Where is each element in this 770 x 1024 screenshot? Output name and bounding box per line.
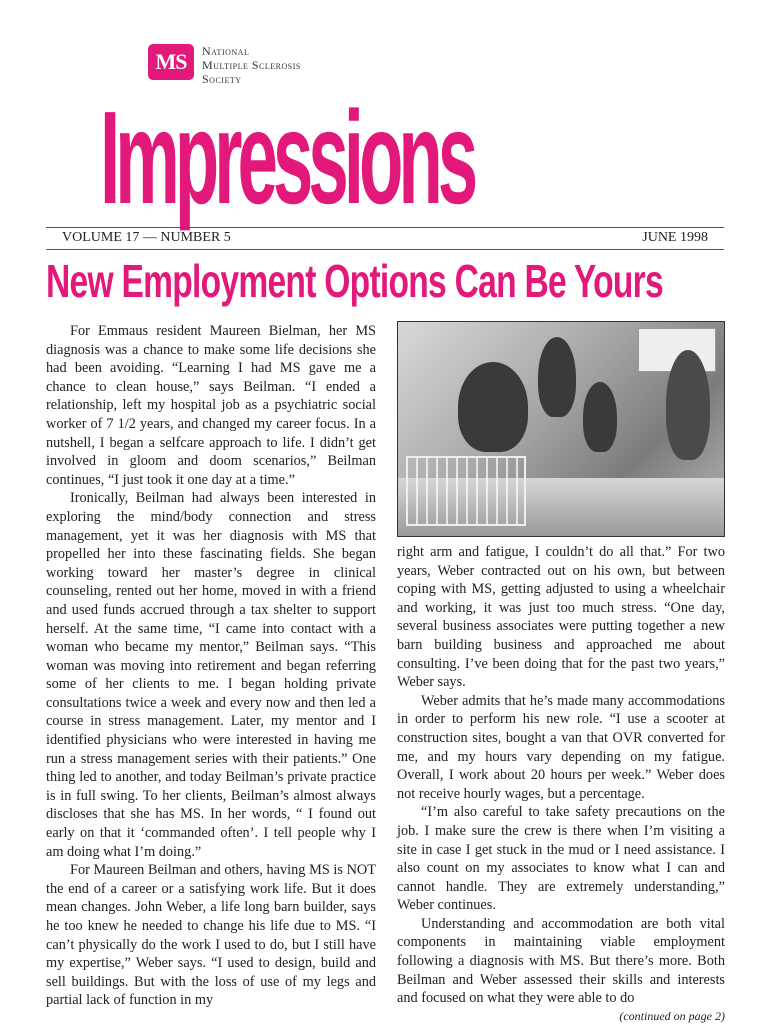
society-name [202,44,301,86]
issue-rule-top [46,227,724,228]
article-headline: New Employment Options Can Be Yours [46,255,663,307]
photo-figure-teacher [458,362,528,452]
article-right-column [397,543,725,1024]
ms-logo-mark: MS [148,44,194,80]
issue-bar [62,230,708,248]
society-name-line-2: Multiple Sclerosis [202,58,301,72]
classroom-photo [397,321,725,537]
society-name-line-1: National [202,44,250,58]
continued-note: (continued on page 2) [619,1008,725,1023]
society-logo [148,44,301,86]
issue-date: JUNE 1998 [642,230,708,245]
photo-wheelchair [406,456,526,526]
photo-figure-adult [538,337,576,417]
article-paragraph: right arm and fatigue, I couldn’t do all that.” For two years, Weber contracted out on his own, but between coping with MS, getting adjusted to using a wheelchair and working, it was just too much stress. “One day, several business associates were putting together a new barn building business and approached me about consulting. I’ve been doing that for the past two years,” Weber says. [397,544,725,691]
issue-rule-bottom [46,249,724,250]
article-paragraph: Ironically, Beilman had always been interested in exploring the mind/body connection and stress management, yet it was her diagnosis with MS that propelled her into these fascinating fields. She began working toward her master’s degree in clinical counseling, rented out her home, moved in with a friend and used funds accrued through a tax shelter to support herself. At the same time, “I came into contact with a woman who became my mentor,” Beilman says. “This woman was moving into retirement and began referring some of her clients to me. I began holding private consultations twice a week and every now and then led a course in stress management. Later, my mentor and I identified physicians who were interested in having me run a stress management series with their patients.” One thing led to another, and today Beilman’s private practice is in full swing. To her clients, Beilman’s almost always discloses that she has MS. In her words, “ I found out early on that it ‘commanded often’. I tell people why I am doing what I’m doing.” [46,490,376,860]
newsletter-masthead: Impressions [100,84,474,231]
article-paragraph: “I’m also careful to take safety precautions on the job. I make sure the crew is there when I’m visiting a site in case I get stuck in the mud or I need assistance. I also count on my associates to know what I can and cannot handle. They are extremely understanding,” Weber continues. [397,804,725,914]
article-paragraph: Weber admits that he’s made many accommodations in order to perform his new role. “I use a scooter at construction sites, bought a van that OVR converted for me, and my hours vary depending on my fatigue. Overall, I work about 20 hours per week.” Weber does not receive hourly wages, but a percentage. [397,692,725,802]
article-paragraph: Understanding and accommodation are both vital components in maintaining viable employment following a diagnosis with MS. But there’s more. Both Beilman and Weber assessed their skills and interests and focused on what they were able to do [397,915,725,1007]
issue-volume: VOLUME 17 — NUMBER 5 [62,230,231,245]
article-paragraph: For Emmaus resident Maureen Bielman, her MS diagnosis was a chance to make some life decisions she had been avoiding. “Learning I had MS gave me a chance to clean house,” says Beilman. “I ended a relationship, left my hospital job as a psychiatric social worker of 7 1/2 years, and changed my career focus. In a nutshell, I began a selfcare approach to life. I didn’t get involved in gloom and doom scenarios,” Beilman continues, “I just took it one day at a time.” [46,323,376,488]
photo-figure-girl [666,350,710,460]
photo-figure-child [583,382,617,452]
society-name-line-3: Society [202,72,242,86]
article-left-column [46,322,376,1010]
article-paragraph: For Maureen Beilman and others, having MS is NOT the end of a career or a satisfying work life. But it does mean changes. John Weber, a life long barn builder, says he too knew he needed to change his life due to MS. “I can’t physically do the work I used to do, but I still have my expertise,” Weber says. “I used to design, build and sell buildings. But with the loss of use of my legs and partial lack of function in my [46,862,376,1009]
